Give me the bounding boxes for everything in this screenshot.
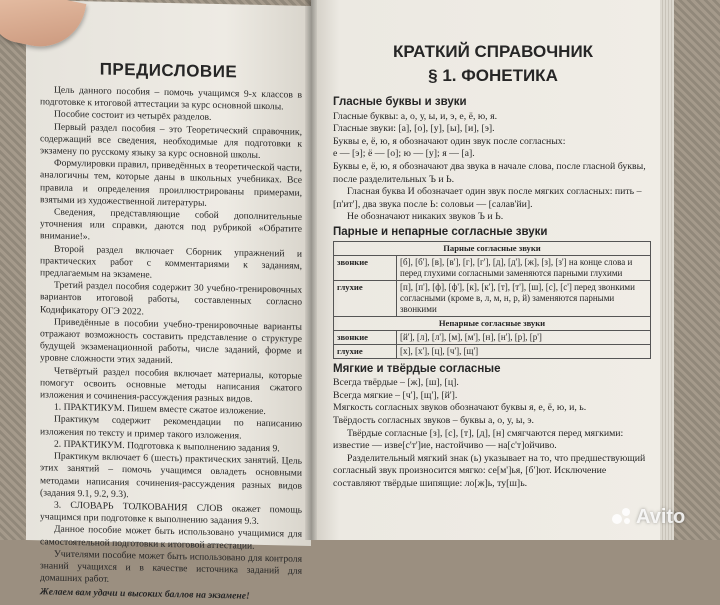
preface-paragraph: Пособие состоит из четырёх разделов. — [54, 108, 212, 124]
voiced-label: звонкие — [334, 255, 397, 280]
phonetics-text — [333, 94, 653, 490]
paired-heading: Парные и непарные согласные звуки — [333, 225, 548, 238]
soft-hard-heading: Мягкие и твёрдые согласные — [333, 362, 501, 375]
preface-paragraph: Сведения, представляющие собой дополнительные уточнения или справки, даются под рубрикой «Обратите внимание!». — [40, 206, 302, 243]
vowels-heading: Гласные буквы и звуки — [333, 96, 467, 108]
soft-hard-line: Твёрдые согласные [з], [с], [т], [д], [н] смягчаются перед мягкими: известие — изве[с'т']ие, настойчиво — на[с'т]ойчиво. — [333, 427, 624, 452]
preface-wish: Желаем вам удачи и высоких баллов на экзамене! — [40, 586, 250, 603]
voiceless-label: глухие — [334, 280, 397, 316]
watermark-text: Avito — [636, 506, 686, 528]
page-edges — [660, 0, 674, 540]
preface-paragraph: Цель данного пособия – помочь учащимся 9-х классов в подготовке к итоговой аттестации за курс основной школы. — [40, 84, 302, 113]
preface-paragraph: Формулировки правил, приведённых в теоретической части, аналогичны тем, которые даны в школьных учебниках. Все правила и определения проиллюстрированы примерами, взятыми из художественной литературы. — [40, 157, 302, 209]
avito-watermark — [612, 506, 685, 529]
preface-paragraph: Учителями пособие может быть использовано для контроля знаний учащихся и в качестве источника заданий для домашних работ. — [40, 548, 302, 585]
vowels-line: Не обозначают никаких звуков Ъ и Ь. — [347, 211, 504, 223]
preface-paragraph: 3. СЛОВАРЬ ТОЛКОВАНИЯ СЛОВ окажет помощь учащимся при подготовке к выполнению задания 9.3. — [40, 499, 302, 527]
vowels-line: Буквы е, ё, ю, я обозначают два звука в начале слова, после гласной буквы, после разделительных Ъ и Ь. — [333, 160, 646, 185]
preface-paragraph: Практикум содержит рекомендации по написанию изложения по тексту и пример такого изложения. — [40, 414, 302, 442]
table-header-paired: Парные согласные звуки — [334, 241, 651, 255]
preface-paragraph: Третий раздел пособия содержит 30 учебно-тренировочных вариантов итоговой работы, составленных согласно Кодификатору ОГЭ 2022. — [40, 279, 302, 318]
vowels-line: Гласные буквы: а, о, у, ы, и, э, е, ё, ю, я. — [333, 110, 498, 122]
preface-paragraph: Второй раздел включает Сборник упражнений и практических работ с комментариями к заданиям, предлагаемым на экзамене. — [40, 243, 302, 281]
left-page-title: ПРЕДИСЛОВИЕ — [99, 59, 238, 82]
soft-hard-line: Всегда мягкие – [ч'], [щ'], [й']. — [333, 389, 458, 401]
vowels-line: е — [э]; ё — [о]; ю — [у]; я — [а]. — [333, 148, 475, 160]
preface-paragraph: 1. ПРАКТИКУМ. Пишем вместе сжатое изложение. — [54, 401, 266, 418]
vowels-line: Гласные звуки: [а], [о], [у], [ы], [и], [э]. — [333, 123, 495, 135]
voiceless-label: глухие — [334, 344, 397, 358]
soft-hard-line: Разделительный мягкий знак (ь) указывает на то, что предшествующий согласный звук произносится мягко: се[м']ья, [б']ют. Исключение составляют твёрдые шипящие: ло[ж]ь, ту[ш]ь. — [333, 452, 646, 489]
soft-hard-line: Мягкость согласных звуков обозначают буквы я, е, ё, ю, и, ь. — [333, 402, 587, 414]
soft-hard-line: Твёрдость согласных звуков – буквы а, о, у, ы, э. — [333, 414, 535, 426]
preface-paragraph: Приведённые в пособии учебно-тренировочные варианты отражают возможность составить представление о структуре будущей экзаменационной работы, числе заданий, форме и уровне сложности этих заданий. — [40, 316, 302, 367]
soft-hard-line: Всегда твёрдые – [ж], [ш], [ц]. — [333, 377, 459, 389]
right-page-title: КРАТКИЙ СПРАВОЧНИК — [392, 42, 594, 61]
preface-paragraph: Четвёртый раздел пособия включает материалы, которые помогут освоить основные методы написания сжатого изложения и сочинения-рассуждения разных видов. — [40, 365, 302, 405]
preface-paragraph: Практикум включает 6 (шесть) практических занятий. Цель этих занятий – помочь учащимся овладеть основными методами написания сочинения-рассуждения разных видов (задания 9.1, 9.2, 9.3). — [40, 450, 302, 500]
right-page — [311, 0, 666, 540]
section-title: § 1. ФОНЕТИКА — [428, 66, 558, 85]
avito-logo-icon — [612, 508, 634, 526]
voiceless-paired-cell: [п], [п'], [ф], [ф'], [к], [к'], [т], [т'], [ш], [с], [с'] перед звонкими согласными (кроме в, л, м, н, р, й) заменяются парными звонкими — [397, 280, 651, 316]
preface-paragraph: Первый раздел пособия – это Теоретический справочник, содержащий все сведения, необходимые для подготовки к экзамену по русскому языку за курс основной школы. — [40, 121, 302, 161]
preface-text — [40, 84, 302, 604]
table-header-unpaired: Непарные согласные звуки — [334, 316, 651, 330]
vowels-line: Буквы е, ё, ю, я обозначают один звук после согласных: — [333, 135, 566, 147]
vowels-line: Гласная буква И обозначает один звук после мягких согласных: пить – [п'ит'], два звука после Ь: соловьи — [салав'йи]. — [333, 186, 642, 210]
preface-paragraph: Данное пособие может быть использовано учащимися для самостоятельной подготовки к итоговой аттестации. — [40, 523, 302, 552]
preface-paragraph: 2. ПРАКТИКУМ. Подготовка к выполнению задания 9. — [54, 438, 280, 455]
voiced-label: звонкие — [334, 330, 397, 344]
left-page — [26, 0, 311, 603]
book-spine — [305, 0, 317, 540]
voiced-paired-cell: [б], [б'], [в], [в'], [г], [г'], [д], [д'], [ж], [з], [з'] на конце слова и перед глухими согласными заменяются парными глухими — [397, 255, 651, 280]
voiced-unpaired-cell: [й'], [л], [л'], [м], [м'], [н], [н'], [р], [р'] — [397, 330, 651, 344]
voiceless-unpaired-cell: [х], [х'], [ц], [ч'], [щ'] — [397, 344, 651, 358]
consonants-table — [333, 241, 651, 359]
